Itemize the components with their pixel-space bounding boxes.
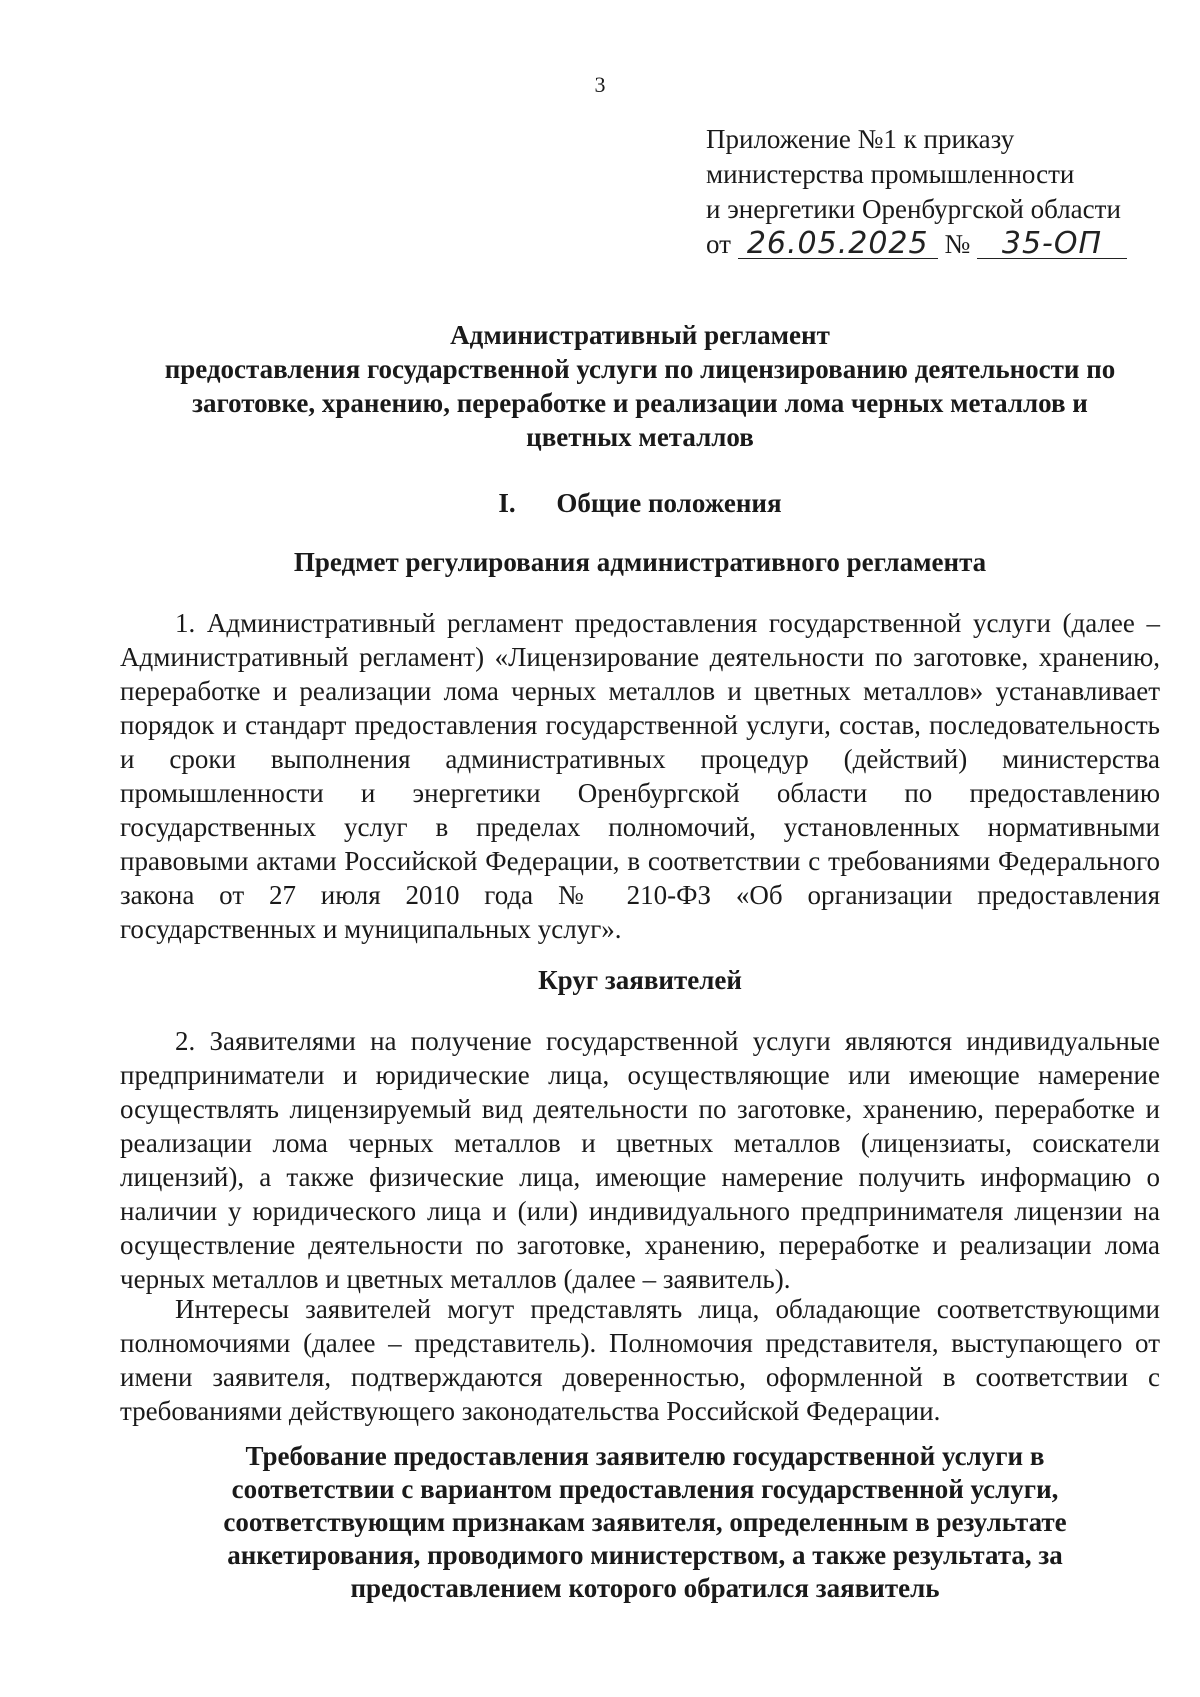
subheading-applicants: Круг заявителей [538,965,742,995]
appendix-line-1: Приложение №1 к приказу [706,124,1015,154]
title-line-3: заготовке, хранению, переработке и реализации лома черных металлов и [192,388,1088,418]
page-number: 3 [594,72,606,97]
handwritten-number: 35-ОП [977,230,1127,259]
subheading-subject: Предмет регулирования административного регламента [293,547,987,577]
handwritten-date: 26.05.2025 [738,230,938,259]
document-title [120,318,1160,454]
appendix-date-line [706,227,1186,262]
title-line-2: предоставления государственной услуги по лицензированию деятельности по [164,354,1116,384]
title-line-1: Административный регламент [450,320,830,350]
subheading-requirement: Требование предоставления заявителю государственной услуги в соответствии с вариантом предоставления государственной услуги, соответствующим признакам заявителя, определенным в результате анкетирования, проводимого министерством, а также результата, за предоставлением которого обратился заявитель [223,1441,1067,1603]
appendix-header [706,122,1186,262]
number-sign: № [944,229,971,259]
section-title: Общие положения [556,488,782,518]
paragraph-3: Интересы заявителей могут представлять лица, обладающие соответствующими полномочиями (далее – представитель). Полномочия представителя, выступающего от имени заявителя, подтверждаются доверенностью, оформленной в соответствии с требованиями действующего законодательства Российской Федерации. [120,1294,1160,1426]
paragraph-2: 2. Заявителями на получение государственной услуги являются индивидуальные предприниматели и юридические лица, осуществляющие или имеющие намерение осуществлять лицензируемый вид деятельности по заготовке, хранению, переработке и реализации лома черных металлов и цветных металлов (лицензиаты, соискатели лицензий), а также физические лица, имеющие намерение получить информацию о наличии у юридического лица и (или) индивидуального предпринимателя лицензии на осуществление деятельности по заготовке, хранению, переработке и реализации лома черных металлов и цветных металлов (далее – заявитель). [120,1026,1160,1294]
title-line-4: цветных металлов [526,422,754,452]
date-prefix: от [706,229,731,259]
section-heading [120,486,1160,520]
appendix-line-3: и энергетики Оренбургской области [706,194,1121,224]
appendix-line-2: министерства промышленности [706,159,1075,189]
section-number: I. [498,488,516,518]
paragraph-1: 1. Административный регламент предоставления государственной услуги (далее – Административный регламент) «Лицензирование деятельности по заготовке, хранению, переработке и реализации лома черных металлов и цветных металлов» устанавливает порядок и стандарт предоставления государственной услуги, состав, последовательность и сроки выполнения административных процедур (действий) министерства промышленности и энергетики Оренбургской области по предоставлению государственных услуг в пределах полномочий, установленных нормативными правовыми актами Российской Федерации, в соответствии с требованиями Федерального закона от 27 июля 2010 года № 210-ФЗ «Об организации предоставления государственных и муниципальных услуг». [120,608,1160,944]
